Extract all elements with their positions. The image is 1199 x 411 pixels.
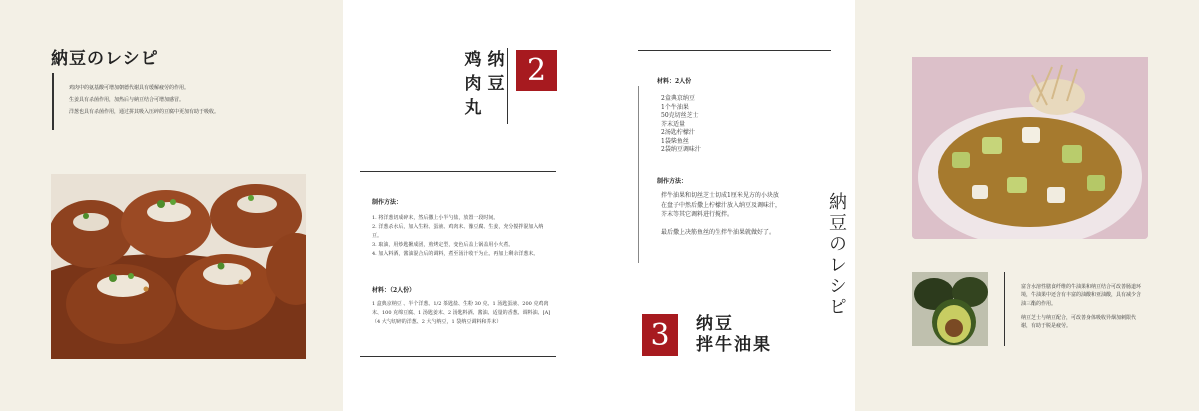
meatball-illustration — [51, 174, 306, 359]
method-paragraph: 最后撒上决筋鱼丝的生拌牛油果就做好了。 — [661, 228, 776, 236]
content-vline — [638, 86, 639, 263]
recipe-title-col-1 — [486, 48, 506, 96]
salad-illustration — [912, 57, 1148, 239]
list-item: 2盒典京纳豆 — [661, 95, 695, 102]
step: 3. 取油，用炒匙揪成团，煎烤定型，变色后盖上锅盖用小火煮。 — [372, 241, 514, 248]
intro-line: 鸡肉中的氨基酸可增加朝德代谢具有缓解疲劳的作用。 — [69, 85, 190, 91]
method-label: 制作方法： — [372, 199, 403, 206]
step: 2. 洋葱杀水后，加入生粉、蛋液、鸡肉末、豫豆腐、生姜，充分搅拌混加入纳豆。 — [372, 224, 544, 239]
avocado-natto-salad-photo — [912, 57, 1148, 239]
quote-bar — [52, 73, 54, 130]
method-text — [661, 191, 781, 237]
title-divider — [507, 48, 508, 124]
avocado-illustration — [912, 272, 988, 346]
panel-recipe-2 — [343, 0, 600, 411]
method-paragraph: 拌牛油果和切丝芝士切成1厘米见方的小块放在盘子中然后撒上柠檬汁放入纳豆及调味汁，芥末等其它调料进行搅拌。 — [661, 192, 782, 218]
title-line: 纳豆 — [696, 314, 734, 334]
panel-intro — [0, 0, 343, 411]
recipe-title — [696, 314, 772, 356]
notes-paragraph: 富含水溶性膳食纤维的牛油果和纳豆结合可改善肠道环境，牛油果中还含有丰富的油酸和亚油酸，具有减少含油三酯的作用。 — [1021, 284, 1142, 307]
recipe-number-badge: 2 — [516, 50, 557, 91]
list-item: 2汤匙柠檬汁 — [661, 129, 695, 136]
panel-notes — [855, 0, 1199, 411]
vertical-title: 納豆のレシピ — [826, 192, 847, 318]
list-item: 1个牛油果 — [661, 103, 689, 111]
ingredients-label: 材料：（2人份） — [372, 287, 416, 294]
section-rule-bottom — [360, 356, 556, 357]
list-item: 芥末适量 — [661, 120, 686, 128]
page-title: 納豆のレシピ — [51, 49, 159, 69]
title-char: 丸 — [464, 98, 482, 118]
intro-line: 生姜具有杀菌作用，加热后与納豆结合可增加感冒。 — [69, 97, 185, 103]
notes-text — [1021, 283, 1141, 330]
intro-text — [69, 82, 339, 118]
panel-recipe-3 — [600, 0, 855, 411]
list-item: 1袋柴鱼丝 — [661, 137, 689, 145]
step: 1. 将洋葱切成碎末，然后撒上小半勺盐，放置一段时间。 — [372, 215, 499, 221]
step: 4. 加入料酒，酱油混合后的调料，煮至汤汁收干为止。再加上剩余洋葱末。 — [372, 250, 539, 257]
recipe-number-badge: 3 — [642, 314, 678, 356]
list-item: 2袋纳豆调味汁 — [661, 146, 701, 153]
title-char: 豆 — [487, 74, 505, 94]
ingredients-list — [661, 95, 701, 155]
notes-vline — [1004, 272, 1005, 346]
section-rule-top — [360, 171, 556, 172]
list-item: 50克切丝芝士 — [661, 112, 699, 119]
title-char: 纳 — [487, 50, 505, 70]
title-line: 拌牛油果 — [696, 335, 772, 355]
notes-paragraph: 纳豆芝士与纳豆配合，可改善身体吸收异烟加刺限代谢，有助于脱是疲劳。 — [1021, 314, 1137, 330]
method-steps — [372, 214, 552, 259]
ingredients-text: 1 盒典京纳豆 、半个洋葱、1/2 茶匙盐、生粉 30 克、1 汤匙蛋液、200 克鸡肉末、100 克绵豆腐、1 汤匙姜末、2 汤匙料酒、酱油、适量的香葱、调料油、[A]（4 大勺切碎的洋葱、2 大勺纳豆，1 袋纳豆调料和芥末） — [372, 301, 551, 325]
ingredients-label: 材料：2人份 — [657, 78, 692, 85]
title-char: 鸡 — [464, 50, 482, 70]
title-char: 肉 — [464, 74, 482, 94]
intro-line: 洋葱也具有杀菌作用，通过拼其吸入压碎的豆腐中更加有助于吸收。 — [69, 109, 220, 115]
avocado-photo — [912, 272, 988, 346]
recipe-title-col-2 — [463, 48, 483, 120]
meatball-photo — [51, 174, 306, 359]
method-label: 制作方法： — [657, 178, 688, 185]
section-rule-top — [638, 50, 831, 51]
